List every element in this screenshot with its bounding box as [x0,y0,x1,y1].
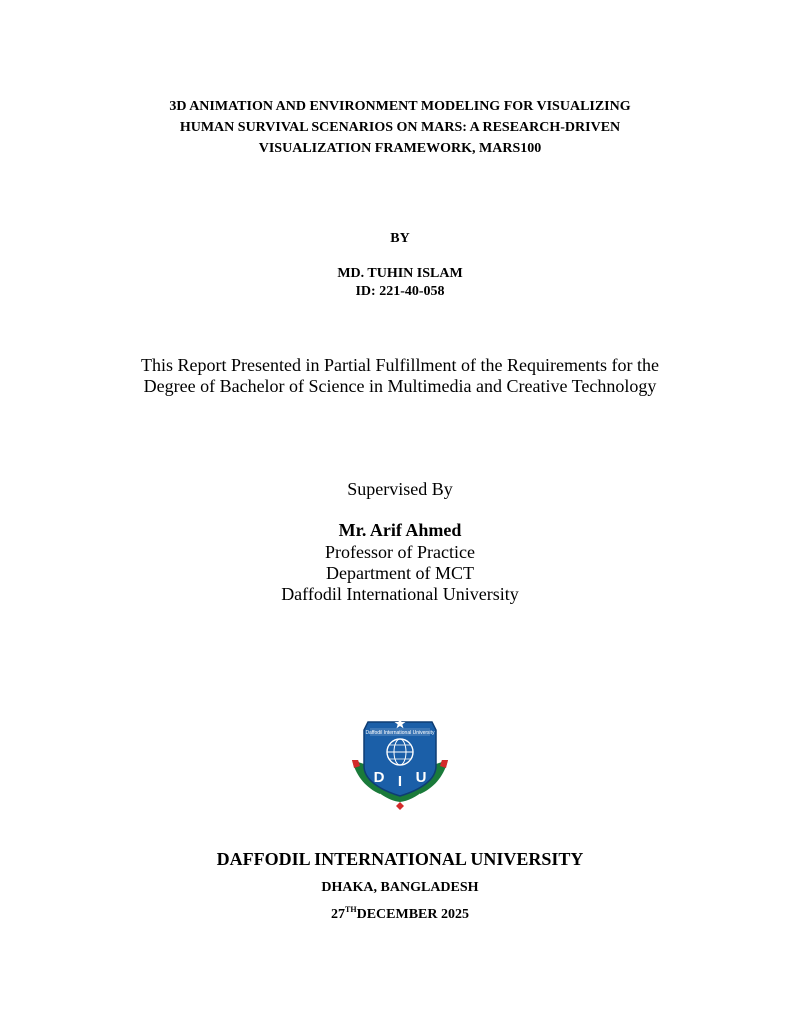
supervisor-department: Department of MCT [326,563,474,583]
university-name: DAFFODIL INTERNATIONAL UNIVERSITY [216,849,584,869]
crest-letter-u: U [415,769,427,786]
author-block [0,265,800,301]
crest-banner-text: Daffodil International University [365,730,435,736]
title-line-1: 3D ANIMATION AND ENVIRONMENT MODELING FOR VISUALIZING [169,99,631,114]
fulfillment-line-2: Degree of Bachelor of Science in Multimedia and Creative Technology [143,376,657,396]
diu-crest-icon [350,716,450,812]
title-line-2: HUMAN SURVIVAL SCENARIOS ON MARS: A RESEARCH-DRIVEN [179,120,621,135]
author-id: ID: 221-40-058 [355,284,445,299]
supervisor-details [0,542,800,605]
supervised-by-label: Supervised By [347,479,453,499]
supervisor-institution: Daffodil International University [281,584,519,604]
title-line-3: VISUALIZATION FRAMEWORK, MARS100 [258,141,542,156]
crest-letter-i: I [397,773,403,790]
university-city: DHAKA, BANGLADESH [321,880,479,895]
by-label: BY [390,231,410,246]
fulfillment-statement [0,355,800,397]
author-name: MD. TUHIN ISLAM [337,266,463,281]
fulfillment-line-1: This Report Presented in Partial Fulfillment of the Requirements for the [141,355,659,375]
submission-date [0,906,800,924]
date-month-year: DECEMBER 2025 [356,907,469,922]
date-day: 27 [331,907,346,922]
crest-letter-d: D [373,769,385,786]
report-title [0,96,800,159]
supervisor-title: Professor of Practice [325,542,475,562]
date-suffix: TH [345,905,357,914]
supervisor-name: Mr. Arif Ahmed [338,520,462,540]
